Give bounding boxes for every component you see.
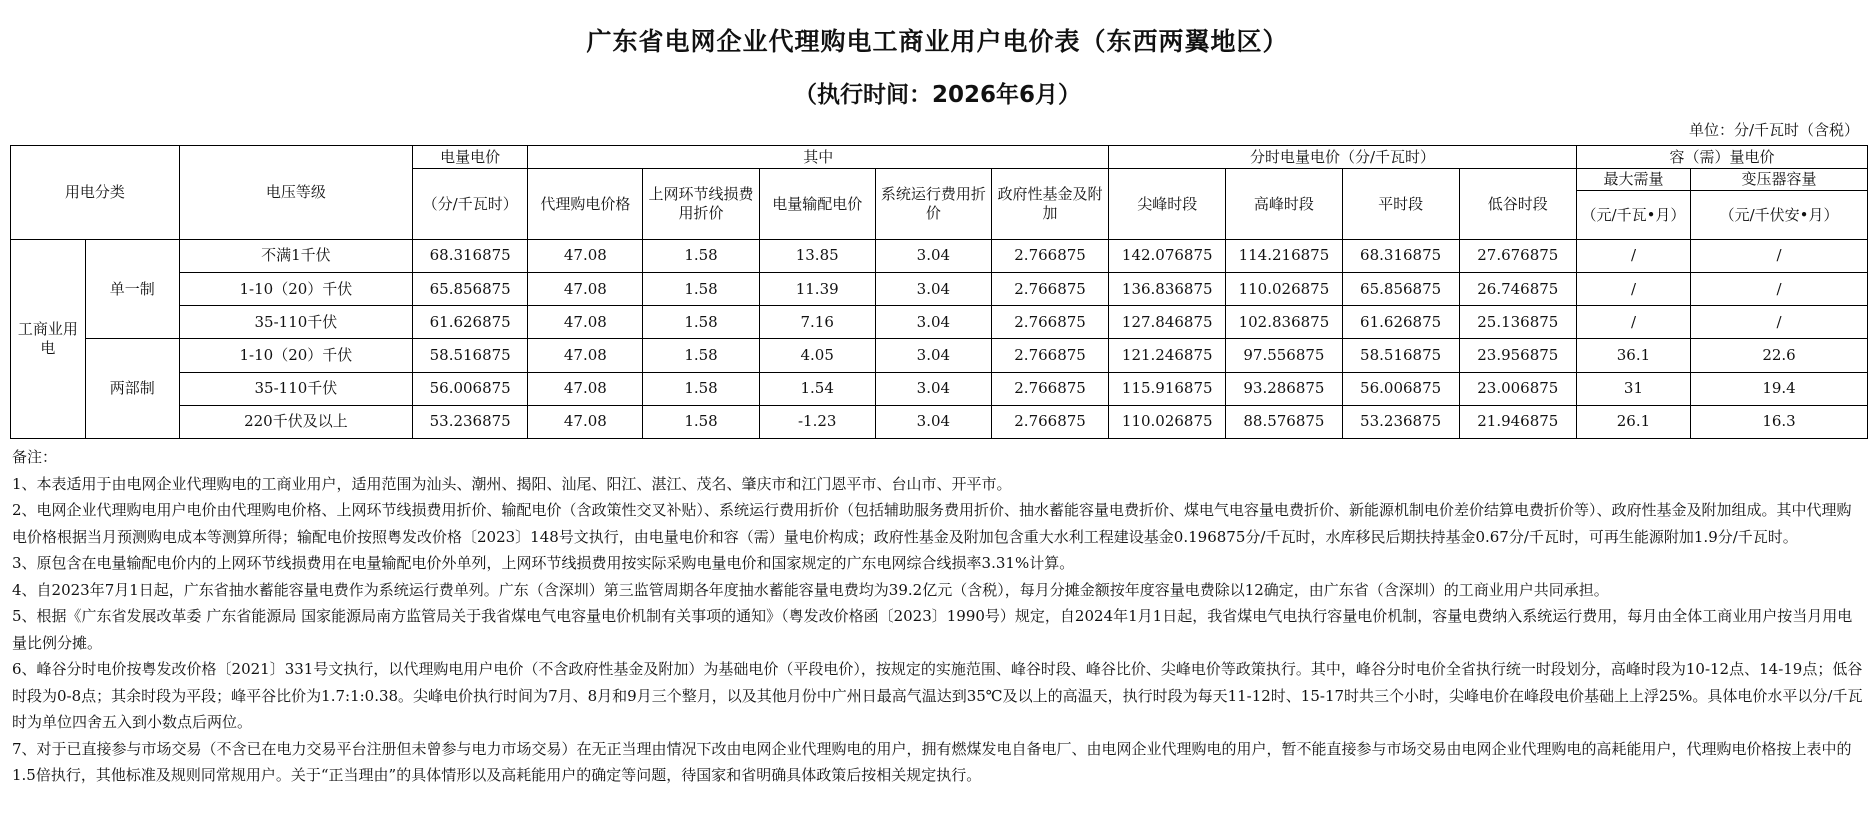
sharp-peak-cell: 121.246875 — [1109, 339, 1226, 372]
transformer-cell: / — [1691, 239, 1868, 272]
category-cell: 工商业用电 — [11, 239, 86, 438]
flat-cell: 65.856875 — [1342, 272, 1459, 305]
header-transformer-capacity: 变压器容量 — [1691, 169, 1868, 191]
table-row — [11, 272, 1868, 305]
price-table — [10, 145, 1868, 439]
peak-cell: 102.836875 — [1226, 306, 1342, 339]
max-demand-cell: / — [1576, 239, 1690, 272]
page-subtitle: （执行时间：2026年6月） — [793, 82, 1082, 108]
flat-cell: 68.316875 — [1342, 239, 1459, 272]
flat-cell: 61.626875 — [1342, 306, 1459, 339]
header-among: 其中 — [528, 146, 1109, 169]
max-demand-cell: 36.1 — [1576, 339, 1690, 372]
voltage-cell: 不满1千伏 — [179, 239, 412, 272]
header-sharp-peak: 尖峰时段 — [1109, 169, 1226, 239]
header-energy-price: 电量电价 — [413, 146, 528, 169]
table-row — [11, 239, 1868, 272]
notes-section — [12, 444, 1864, 789]
table-row — [11, 306, 1868, 339]
header-valley: 低谷时段 — [1459, 169, 1576, 239]
table-row — [11, 372, 1868, 405]
valley-cell: 21.946875 — [1459, 405, 1576, 438]
system-cost-cell: 3.04 — [875, 405, 991, 438]
header-tou-price: 分时电量电价（分/千瓦时） — [1109, 146, 1577, 169]
header-max-demand-unit: （元/千瓦•月） — [1576, 191, 1690, 239]
valley-cell: 25.136875 — [1459, 306, 1576, 339]
header-voltage: 电压等级 — [179, 146, 412, 240]
note-item: 5、根据《广东省发展改革委 广东省能源局 国家能源局南方监管局关于我省煤电气电容量电价机制有关事项的通知》（粤发改价格函〔2023〕1990号）规定，自2024年1月1日起，我省煤电气电执行容量电价机制，容量电费纳入系统运行费用，每月由全体工商业用户按当月用电量比例分摊。 — [12, 607, 1853, 652]
header-line-loss: 上网环节线损费用折价 — [643, 169, 759, 239]
note-item: 1、本表适用于由电网企业代理购电的工商业用户，适用范围为汕头、潮州、揭阳、汕尾、阳江、湛江、茂名、肇庆市和江门恩平市、台山市、开平市。 — [12, 474, 1012, 493]
system-cost-cell: 3.04 — [875, 372, 991, 405]
voltage-cell: 1-10（20）千伏 — [179, 272, 412, 305]
header-transmission: 电量输配电价 — [759, 169, 875, 239]
table-row — [11, 339, 1868, 372]
transmission-cell: 4.05 — [759, 339, 875, 372]
notes-heading: 备注： — [12, 448, 58, 466]
system-cost-cell: 3.04 — [875, 239, 991, 272]
max-demand-cell: 31 — [1576, 372, 1690, 405]
transmission-cell: 7.16 — [759, 306, 875, 339]
gov-fund-cell: 2.766875 — [991, 405, 1108, 438]
valley-cell: 23.006875 — [1459, 372, 1576, 405]
note-item: 7、对于已直接参与市场交易（不含已在电力交易平台注册但未曾参与电力市场交易）在无正当理由情况下改由电网企业代理购电的用户，拥有燃煤发电自备电厂、由电网企业代理购电的用户，暂不能直接参与市场交易由电网企业代理购电的高耗能用户，代理购电价格按上表中的1.5倍执行，其他标准及规则同常规用户。关于“正当理由”的具体情形以及高耗能用户的确定等问题，待国家和省明确具体政策后按相关规定执行。 — [12, 739, 1852, 784]
agency-price-cell: 47.08 — [528, 272, 643, 305]
header-flat: 平时段 — [1342, 169, 1459, 239]
transformer-cell: / — [1691, 272, 1868, 305]
peak-cell: 114.216875 — [1226, 239, 1342, 272]
gov-fund-cell: 2.766875 — [991, 339, 1108, 372]
note-item: 6、峰谷分时电价按粤发改价格〔2021〕331号文执行，以代理购电用户电价（不含政府性基金及附加）为基础电价（平段电价），按规定的实施范围、峰谷时段、峰谷比价、尖峰电价等政策执行。其中，峰谷分时电价全省执行统一时段划分，高峰时段为10-12点、14-19点；低谷时段为0-8点；其余时段为平段；峰平谷比价为1.7:1:0.38。尖峰电价执行时间为7月、8月和9月三个整月，以及其他月份中广州日最高气温达到35℃及以上的高温天，执行时段为每天11-12时、15-17时共三个小时，尖峰电价在峰段电价基础上上浮25%。具体电价水平以分/千瓦时为单位四舍五入到小数点后两位。 — [12, 660, 1863, 731]
agency-price-cell: 47.08 — [528, 306, 643, 339]
header-row-1 — [11, 146, 1868, 169]
unit-label: 单位：分/千瓦时（含税） — [1688, 121, 1859, 139]
header-gov-fund: 政府性基金及附加 — [991, 169, 1108, 239]
gov-fund-cell: 2.766875 — [991, 372, 1108, 405]
sharp-peak-cell: 115.916875 — [1109, 372, 1226, 405]
max-demand-cell: / — [1576, 272, 1690, 305]
table-row — [11, 405, 1868, 438]
sharp-peak-cell: 142.076875 — [1109, 239, 1226, 272]
transmission-cell: 11.39 — [759, 272, 875, 305]
group-name: 两部制 — [85, 339, 179, 439]
voltage-cell: 35-110千伏 — [179, 306, 412, 339]
energy-price-cell: 53.236875 — [413, 405, 528, 438]
line-loss-cell: 1.58 — [643, 306, 759, 339]
group-name: 单一制 — [85, 239, 179, 339]
flat-cell: 58.516875 — [1342, 339, 1459, 372]
voltage-cell: 35-110千伏 — [179, 372, 412, 405]
transformer-cell: / — [1691, 306, 1868, 339]
energy-price-cell: 65.856875 — [413, 272, 528, 305]
system-cost-cell: 3.04 — [875, 306, 991, 339]
header-max-demand: 最大需量 — [1576, 169, 1690, 191]
system-cost-cell: 3.04 — [875, 272, 991, 305]
header-agency-price: 代理购电价格 — [528, 169, 643, 239]
flat-cell: 53.236875 — [1342, 405, 1459, 438]
page-title: 广东省电网企业代理购电工商业用户电价表（东西两翼地区） — [586, 27, 1289, 56]
transformer-cell: 22.6 — [1691, 339, 1868, 372]
peak-cell: 97.556875 — [1226, 339, 1342, 372]
agency-price-cell: 47.08 — [528, 339, 643, 372]
gov-fund-cell: 2.766875 — [991, 306, 1108, 339]
line-loss-cell: 1.58 — [643, 272, 759, 305]
header-peak: 高峰时段 — [1226, 169, 1342, 239]
system-cost-cell: 3.04 — [875, 339, 991, 372]
agency-price-cell: 47.08 — [528, 372, 643, 405]
voltage-cell: 220千伏及以上 — [179, 405, 412, 438]
line-loss-cell: 1.58 — [643, 239, 759, 272]
peak-cell: 93.286875 — [1226, 372, 1342, 405]
header-system-cost: 系统运行费用折价 — [875, 169, 991, 239]
header-category: 用电分类 — [11, 146, 180, 240]
transmission-cell: 13.85 — [759, 239, 875, 272]
gov-fund-cell: 2.766875 — [991, 272, 1108, 305]
valley-cell: 27.676875 — [1459, 239, 1576, 272]
energy-price-cell: 61.626875 — [413, 306, 528, 339]
note-item: 4、自2023年7月1日起，广东省抽水蓄能容量电费作为系统运行费单列。广东（含深圳）第三监管周期各年度抽水蓄能容量电费均为39.2亿元（含税），每月分摊金额按年度容量电费除以12确定，由广东省（含深圳）的工商业用户共同承担。 — [12, 580, 1609, 599]
sharp-peak-cell: 127.846875 — [1109, 306, 1226, 339]
agency-price-cell: 47.08 — [528, 405, 643, 438]
transformer-cell: 19.4 — [1691, 372, 1868, 405]
note-item: 2、电网企业代理购电用户电价由代理购电价格、上网环节线损费用折价、输配电价（含政策性交叉补贴）、系统运行费用折价（包括辅助服务费用折价、抽水蓄能容量电费折价、煤电气电容量电费折价、新能源机制电价差价结算电费折价等）、政府性基金及附加组成。其中代理购电价格根据当月预测购电成本等测算所得；输配电价按照粤发改价格〔2023〕148号文执行，由电量电价和容（需）量电价构成；政府性基金及附加包含重大水利工程建设基金0.196875分/千瓦时，水库移民后期扶持基金0.67分/千瓦时，可再生能源附加1.9分/千瓦时。 — [12, 501, 1852, 546]
peak-cell: 88.576875 — [1226, 405, 1342, 438]
transmission-cell: 1.54 — [759, 372, 875, 405]
transmission-cell: -1.23 — [759, 405, 875, 438]
energy-price-cell: 56.006875 — [413, 372, 528, 405]
flat-cell: 56.006875 — [1342, 372, 1459, 405]
note-item: 3、原包含在电量输配电价内的上网环节线损费用在电量输配电价外单列，上网环节线损费用按实际采购电量电价和国家规定的广东电网综合线损率3.31%计算。 — [12, 554, 1075, 572]
energy-price-cell: 68.316875 — [413, 239, 528, 272]
valley-cell: 26.746875 — [1459, 272, 1576, 305]
valley-cell: 23.956875 — [1459, 339, 1576, 372]
transformer-cell: 16.3 — [1691, 405, 1868, 438]
sharp-peak-cell: 110.026875 — [1109, 405, 1226, 438]
max-demand-cell: / — [1576, 306, 1690, 339]
max-demand-cell: 26.1 — [1576, 405, 1690, 438]
gov-fund-cell: 2.766875 — [991, 239, 1108, 272]
line-loss-cell: 1.58 — [643, 405, 759, 438]
voltage-cell: 1-10（20）千伏 — [179, 339, 412, 372]
header-transformer-unit: （元/千伏安•月） — [1691, 191, 1868, 239]
header-capacity-price: 容（需）量电价 — [1576, 146, 1867, 169]
agency-price-cell: 47.08 — [528, 239, 643, 272]
sharp-peak-cell: 136.836875 — [1109, 272, 1226, 305]
peak-cell: 110.026875 — [1226, 272, 1342, 305]
energy-price-cell: 58.516875 — [413, 339, 528, 372]
line-loss-cell: 1.58 — [643, 339, 759, 372]
header-energy-unit: （分/千瓦时） — [413, 169, 528, 239]
line-loss-cell: 1.58 — [643, 372, 759, 405]
